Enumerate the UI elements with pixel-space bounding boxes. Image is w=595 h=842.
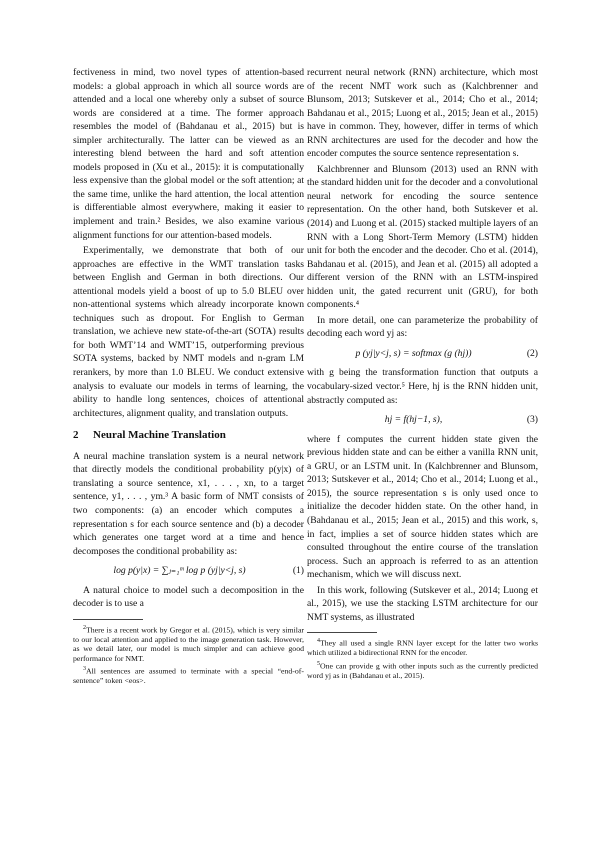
equation-body: log p(y|x) = ∑ⱼ₌₁ᵐ log p (yj|y<j, s) — [113, 565, 246, 577]
paragraph: fectiveness in mind, two novel types of attention-based models: a global approach in which all source words are attended and a local one whereby only a subset of source words are considered at a time. The former approach resembles the model of (Bahdanau et al., 2015) but is simpler architecturally. The latter can be viewed as an interesting blend between the hard and soft attention models proposed in (Xu et al., 2015): it is computationally less expensive than the global model or the soft attention; at the same time, unlike the hard attention, the local attention is differentiable almost everywhere, making it easier to implement and train.² Besides, we also examine various alignment functions for our attention-based models. — [73, 67, 304, 241]
equation-1 — [73, 564, 304, 578]
paragraph: In this work, following (Sutskever et al., 2014; Luong et al., 2015), we use the stacking LSTM architecture for our NMT systems, as illustrated — [307, 584, 538, 623]
footnote-5 — [307, 660, 538, 681]
paragraph: A natural choice to model such a decomposition in the decoder is to use a — [73, 584, 304, 610]
paragraph: with g being the transformation function that outputs a vocabulary-sized vector.⁵ Here, hj is the RNN hidden unit, abstractly computed as: — [307, 367, 538, 406]
equation-2 — [307, 347, 538, 361]
footnote-rule — [307, 632, 377, 633]
paragraph: In more detail, one can parameterize the probability of decoding each word yj as: — [307, 314, 538, 340]
footnote-mark: 4 — [317, 638, 320, 645]
footnote-mark: 3 — [83, 666, 86, 673]
footnote-mark: 5 — [317, 660, 320, 667]
footnote-text: One can provide g with other inputs such as the currently predicted word yj as in (Bahdanau et al., 2015). — [307, 661, 538, 681]
footnote-text: They all used a single RNN layer except for the latter two works which utilized a bidirectional RNN for the encoder. — [307, 638, 538, 658]
equation-body: hj = f(hj−1, s), — [384, 414, 443, 426]
left-column — [73, 66, 304, 686]
footnote-mark: 2 — [83, 624, 86, 631]
footnote-rule — [73, 619, 143, 620]
footnote-text: All sentences are assumed to terminate with a special “end-of-sentence” token <eos>. — [73, 666, 304, 686]
equation-number: (3) — [526, 414, 538, 426]
section-title: Neural Machine Translation — [93, 429, 226, 442]
section-number: 2 — [73, 429, 79, 442]
paragraph: where f computes the current hidden state given the previous hidden state and can be either a vanilla RNN unit, a GRU, or an LSTM unit. In (Kalchbrenner and Blunsom, 2013; Sutskever et al., 2014; Cho et al., 2014; Luong et al., 2015), the source representation s is only used once to initialize the decoder hidden state. On the other hand, in (Bahdanau et al., 2015; Jean et al., 2015) and this work, s, in fact, implies a set of source hidden states which are consulted throughout the entire course of the translation process. Such an approach is referred to as an attention mechanism, which we will discuss next. — [307, 433, 538, 581]
paragraph: Kalchbrenner and Blunsom (2013) used an RNN with the standard hidden unit for the decoder and a convolutional neural network for encoding the source sentence representation. On the other hand, both Sutskever et al. (2014) and Luong et al. (2015) stacked multiple layers of an RNN with a Long Short-Term Memory (LSTM) hidden unit for both the encoder and the decoder. Cho et al. (2014), Bahdanau et al. (2015), and Jean et al. (2015) all adopted a different version of the RNN with an LSTM-inspired hidden unit, the gated recurrent unit (GRU), for both components.⁴ — [307, 163, 538, 311]
footnote-2 — [73, 624, 304, 664]
section-heading — [73, 429, 304, 443]
equation-3 — [307, 413, 538, 427]
equation-body: p (yj|y<j, s) = softmax (g (hj)) — [355, 347, 472, 359]
equation-number: (1) — [292, 565, 304, 577]
right-column — [307, 66, 538, 681]
footnote-3 — [73, 665, 304, 686]
paragraph: Experimentally, we demonstrate that both of our approaches are effective in the WMT translation tasks between English and German in both directions. Our attentional models yield a boost of up to 5.0 BLEU over non-attentional systems which already incorporate known techniques such as dropout. For English to German translation, we achieve new state-of-the-art (SOTA) results for both WMT’14 and WMT’15, outperforming previous SOTA systems, backed by NMT models and n-gram LM rerankers, by more than 1.0 BLEU. We conduct extensive analysis to evaluate our models in terms of learning, the ability to handle long sentences, choices of attentional architectures, alignment quality, and translation outputs. — [73, 245, 304, 419]
paragraph: recurrent neural network (RNN) architecture, which most of the recent NMT work such as (Kalchbrenner and Blunsom, 2013; Sutskever et al., 2014; Cho et al., 2014; Bahdanau et al., 2015; Luong et al., 2015; Jean et al., 2015) have in common. They, however, differ in terms of which RNN architectures are used for the decoder and how the encoder computes the source sentence representation s. — [307, 67, 538, 160]
paragraph: A neural machine translation system is a neural network that directly models the conditional probability p(y|x) of translating a source sentence, x1, . . . , xn, to a target sentence, y1, . . . , ym.³ A basic form of NMT consists of two components: (a) an encoder which computes a representation s for each source sentence and (b) a decoder which generates one target word at a time and hence decomposes the conditional probability as: — [73, 450, 304, 557]
footnote-4 — [307, 637, 538, 658]
footnote-text: There is a recent work by Gregor et al. (2015), which is very similar to our local attention and applied to the image generation task. However, as we detail later, our model is much simpler and can achieve good performance for NMT. — [73, 625, 304, 663]
equation-number: (2) — [526, 347, 538, 359]
